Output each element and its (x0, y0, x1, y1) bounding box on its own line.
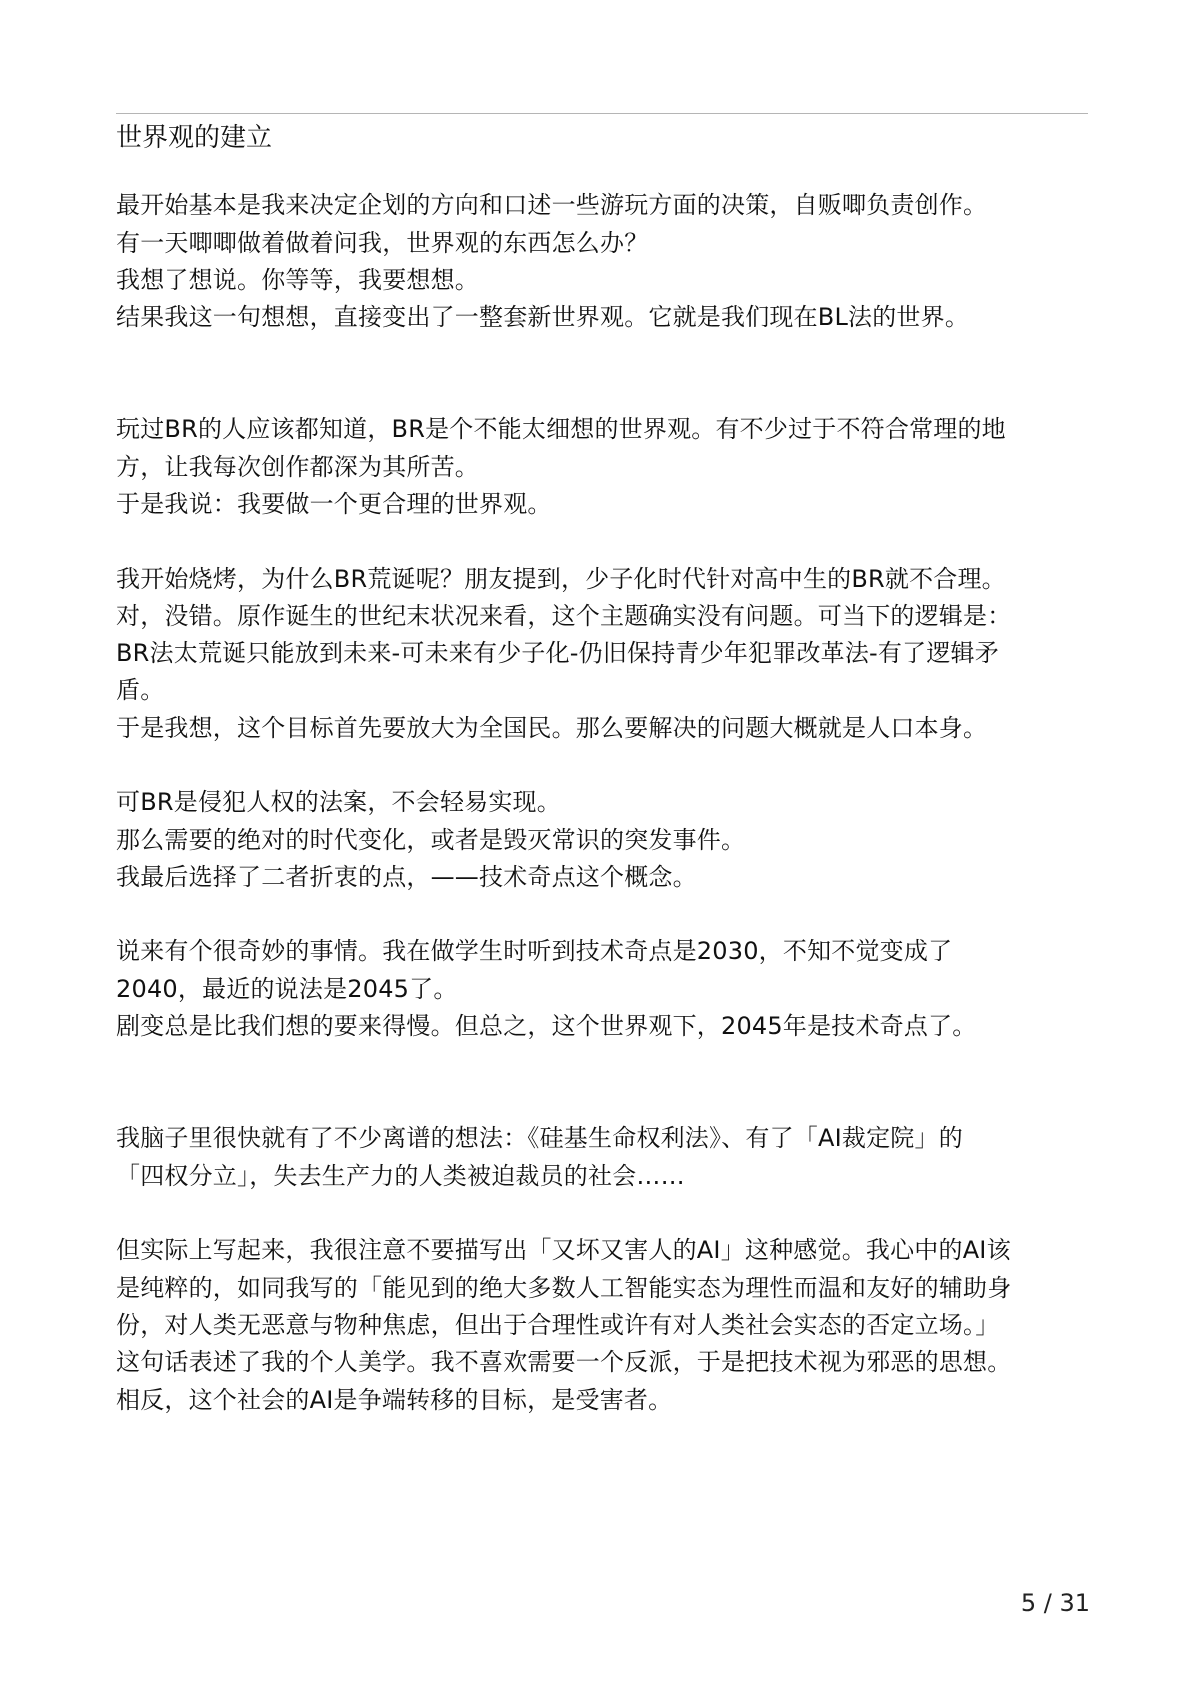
body-line: 结果我这一句想想，直接变出了一整套新世界观。它就是我们现在BL法的世界。 (116, 303, 970, 331)
body-line: BR法太荒诞只能放到未来-可未来有少子化-仍旧保持青少年犯罪改革法-有了逻辑矛 (116, 639, 999, 667)
body-line: 这句话表述了我的个人美学。我不喜欢需要一个反派，于是把技术视为邪恶的思想。 (116, 1348, 1012, 1376)
body-line: 于是我想，这个目标首先要放大为全国民。那么要解决的问题大概就是人口本身。 (116, 714, 988, 742)
body-line: 有一天唧唧做着做着问我，世界观的东西怎么办？ (116, 229, 649, 257)
section-heading: 世界观的建立 (116, 123, 273, 153)
body-line: 2040，最近的说法是2045了。 (116, 975, 458, 1003)
body-line: 我想了想说。你等等，我要想想。 (116, 266, 479, 294)
body-line: 相反，这个社会的AI是争端转移的目标，是受害者。 (116, 1386, 673, 1414)
body-line: 对，没错。原作诞生的世纪末状况来看，这个主题确实没有问题。可当下的逻辑是： (116, 602, 1012, 630)
body-line: 是纯粹的，如同我写的「能见到的绝大多数人工智能实态为理性而温和友好的辅助身 (116, 1274, 1012, 1302)
body-line: 但实际上写起来，我很注意不要描写出「又坏又害人的AI」这种感觉。我心中的AI该 (116, 1236, 1011, 1264)
body-line: 最开始基本是我来决定企划的方向和口述一些游玩方面的决策，自贩唧负责创作。 (116, 191, 988, 219)
body-line: 「四权分立」，失去生产力的人类被迫裁员的社会…… (116, 1162, 685, 1190)
body-line: 于是我说：我要做一个更合理的世界观。 (116, 490, 552, 518)
body-line: 可BR是侵犯人权的法案，不会轻易实现。 (116, 788, 561, 816)
body-line: 我脑子里很快就有了不少离谱的想法：《硅基生命权利法》、有了「AI裁定院」的 (116, 1124, 963, 1152)
body-line: 玩过BR的人应该都知道，BR是个不能太细想的世界观。有不少过于不符合常理的地 (116, 415, 1006, 443)
body-line: 方，让我每次创作都深为其所苦。 (116, 453, 479, 481)
body-line: 盾。 (116, 676, 165, 704)
body-line: 我开始烧烤，为什么BR荒诞呢？朋友提到，少子化时代针对高中生的BR就不合理。 (116, 565, 1006, 593)
body-line: 那么需要的绝对的时代变化，或者是毁灭常识的突发事件。 (116, 826, 746, 854)
body-line: 说来有个很奇妙的事情。我在做学生时听到技术奇点是2030，不知不觉变成了 (116, 937, 953, 965)
body-line: 剧变总是比我们想的要来得慢。但总之，这个世界观下，2045年是技术奇点了。 (116, 1012, 977, 1040)
body-line: 我最后选择了二者折衷的点，——技术奇点这个概念。 (116, 863, 697, 891)
page-number: 5 / 31 (1020, 1589, 1090, 1617)
body-line: 份，对人类无恶意与物种焦虑，但出于合理性或许有对人类社会实态的否定立场。」 (116, 1311, 1000, 1339)
top-divider (116, 113, 1088, 114)
